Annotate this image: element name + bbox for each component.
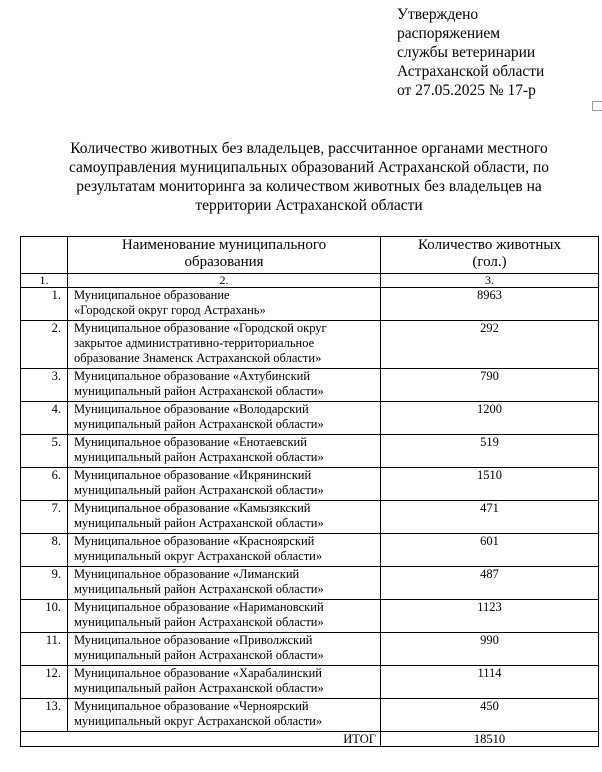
- animal-count: 471: [381, 501, 599, 534]
- municipality-name: [68, 600, 381, 633]
- row-number: 13.: [21, 699, 68, 732]
- row-number: 9.: [21, 567, 68, 600]
- animal-count: 487: [381, 567, 599, 600]
- municipality-name: [68, 501, 381, 534]
- column-number: 1.: [21, 274, 68, 288]
- municipality-name-line: Муниципальное образование «Икрянинский: [74, 468, 312, 482]
- animal-count: 601: [381, 534, 599, 567]
- municipality-name: [68, 468, 381, 501]
- municipality-name-line: Муниципальное образование «Лиманский: [74, 567, 300, 581]
- municipality-name-line: «Городской округ город Астрахань»: [74, 303, 266, 317]
- table-row: [21, 666, 599, 699]
- animal-count: 990: [381, 633, 599, 666]
- table-row: [21, 567, 599, 600]
- table-row: [21, 402, 599, 435]
- municipality-name-line: Муниципальное образование «Красноярский: [74, 534, 315, 548]
- municipality-name-line: муниципальный район Астраханской области»: [74, 582, 324, 596]
- row-number: 5.: [21, 435, 68, 468]
- text-boundary-mark: [592, 101, 602, 111]
- table-row: [21, 288, 599, 321]
- municipality-name-line: Муниципальное образование «Камызякский: [74, 501, 311, 515]
- table-row: [21, 435, 599, 468]
- municipality-name-line: муниципальный район Астраханской области»: [74, 417, 324, 431]
- municipality-name: [68, 534, 381, 567]
- table-row: [21, 369, 599, 402]
- animal-count: 1114: [381, 666, 599, 699]
- row-number: 12.: [21, 666, 68, 699]
- row-number: 1.: [21, 288, 68, 321]
- municipality-name: [68, 369, 381, 402]
- animal-count: 292: [381, 321, 599, 369]
- animal-count: 1200: [381, 402, 599, 435]
- municipality-name: [68, 567, 381, 600]
- header-number: [21, 237, 68, 274]
- municipality-name-line: образование Знаменск Астраханской области»: [74, 351, 322, 365]
- column-number: 3.: [381, 274, 599, 288]
- municipality-name-line: муниципальный район Астраханской области»: [74, 483, 324, 497]
- municipality-name-line: муниципальный район Астраханской области»: [74, 384, 324, 398]
- header-count: Количество животных (гол.): [381, 237, 599, 274]
- municipality-name-line: муниципальный район Астраханской области»: [74, 681, 324, 695]
- row-number: 6.: [21, 468, 68, 501]
- row-number: 3.: [21, 369, 68, 402]
- municipality-name: [68, 402, 381, 435]
- title-line: самоуправления муниципальных образований Астраханской области, по: [68, 159, 550, 176]
- municipality-name: [68, 699, 381, 732]
- municipality-name-line: муниципальный округ Астраханской области»: [74, 714, 323, 728]
- title-line: Количество животных без владельцев, рассчитанное органами местного: [70, 140, 548, 157]
- approval-line: распоряжением: [397, 25, 501, 42]
- animal-count: 1123: [381, 600, 599, 633]
- municipality-name-line: Муниципальное образование «Енотаевский: [74, 435, 307, 449]
- title-line: территории Астраханской области: [195, 197, 423, 214]
- approval-line: от 27.05.2025 № 17-р: [397, 82, 536, 99]
- column-number-row: [21, 274, 599, 288]
- table-row: [21, 699, 599, 732]
- municipality-name: [68, 666, 381, 699]
- approval-stamp: [397, 5, 544, 100]
- municipality-name-line: Муниципальное образование «Харабалинский: [74, 666, 322, 680]
- municipality-name-line: Муниципальное образование «Черноярский: [74, 699, 309, 713]
- header-name: Наименование муниципального образования: [68, 237, 381, 274]
- municipality-name: [68, 321, 381, 369]
- total-label: ИТОГ: [21, 732, 381, 747]
- municipality-name: [68, 633, 381, 666]
- municipality-name-line: Муниципальное образование «Городской округ: [74, 321, 327, 335]
- municipality-name-line: муниципальный район Астраханской области»: [74, 450, 324, 464]
- approval-line: Астраханской области: [397, 63, 545, 80]
- row-number: 7.: [21, 501, 68, 534]
- row-number: 10.: [21, 600, 68, 633]
- municipality-name-line: муниципальный район Астраханской области»: [74, 516, 324, 530]
- municipality-name-line: муниципальный округ Астраханской области»: [74, 549, 323, 563]
- approval-line: службы ветеринарии: [397, 44, 536, 61]
- municipality-name-line: Муниципальное образование: [74, 288, 230, 302]
- animal-count: 790: [381, 369, 599, 402]
- municipality-name-line: муниципальный район Астраханской области»: [74, 615, 324, 629]
- animals-table: [20, 236, 599, 747]
- municipality-name-line: закрытое административно-территориальное: [74, 336, 315, 350]
- municipality-name-line: Муниципальное образование «Приволжский: [74, 633, 313, 647]
- table-row: [21, 321, 599, 369]
- table-row: [21, 534, 599, 567]
- municipality-name-line: Муниципальное образование «Володарский: [74, 402, 309, 416]
- animal-count: 8963: [381, 288, 599, 321]
- animal-count: 450: [381, 699, 599, 732]
- row-number: 8.: [21, 534, 68, 567]
- municipality-name: [68, 435, 381, 468]
- row-number: 11.: [21, 633, 68, 666]
- table-row: [21, 633, 599, 666]
- animal-count: 519: [381, 435, 599, 468]
- municipality-name-line: Муниципальное образование «Наримановский: [74, 600, 324, 614]
- total-row: [21, 732, 599, 747]
- title-line: результатам мониторинга за количеством животных без владельцев на: [76, 178, 542, 195]
- approval-line: Утверждено: [397, 6, 479, 23]
- document-title: [20, 139, 598, 215]
- column-number: 2.: [68, 274, 381, 288]
- municipality-name: [68, 288, 381, 321]
- municipality-name-line: муниципальный район Астраханской области»: [74, 648, 324, 662]
- row-number: 4.: [21, 402, 68, 435]
- table-row: [21, 501, 599, 534]
- municipality-name-line: Муниципальное образование «Ахтубинский: [74, 369, 311, 383]
- table-header-row: [21, 237, 599, 274]
- table-row: [21, 600, 599, 633]
- total-count: 18510: [381, 732, 599, 747]
- animal-count: 1510: [381, 468, 599, 501]
- row-number: 2.: [21, 321, 68, 369]
- table-row: [21, 468, 599, 501]
